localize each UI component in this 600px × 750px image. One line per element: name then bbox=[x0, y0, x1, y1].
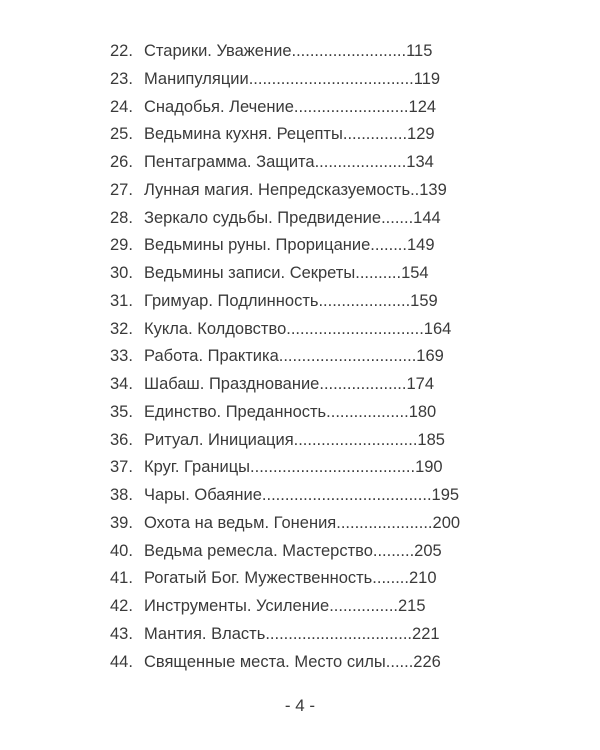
entry-page-number: 215 bbox=[397, 597, 426, 615]
entry-number: 39. bbox=[110, 513, 133, 532]
entry-title: Кукла. Колдовство bbox=[144, 319, 287, 338]
toc-entry bbox=[110, 260, 510, 288]
toc-entry bbox=[110, 121, 510, 149]
entry-title: Священные места. Место силы bbox=[144, 652, 386, 671]
dot-leader: ................... bbox=[319, 375, 407, 393]
toc-entry bbox=[110, 288, 510, 316]
toc-entry bbox=[110, 482, 510, 510]
entry-number: 40. bbox=[110, 541, 133, 560]
dot-leader: ................................ bbox=[265, 624, 413, 643]
entry-number: 22. bbox=[110, 42, 133, 60]
entry-number: 44. bbox=[110, 652, 133, 671]
toc-entry bbox=[110, 538, 510, 566]
entry-page-number: 205 bbox=[414, 541, 442, 560]
dot-leader: ...... bbox=[385, 652, 414, 671]
dot-leader: .................................... bbox=[250, 458, 416, 477]
entry-title: Лунная магия. Непредсказуемость bbox=[144, 180, 411, 199]
entry-title: Шабаш. Празднование bbox=[144, 375, 320, 393]
entry-page-number: 159 bbox=[410, 291, 438, 310]
entry-number: 43. bbox=[110, 624, 133, 643]
entry-number: 37. bbox=[110, 458, 133, 477]
entry-page-number: 221 bbox=[412, 624, 440, 643]
entry-title: Ведьма ремесла. Мастерство bbox=[144, 541, 373, 560]
entry-number: 24. bbox=[110, 97, 133, 116]
entry-title: Ведьмина кухня. Рецепты bbox=[144, 125, 343, 144]
entry-title: Снадобья. Лечение bbox=[144, 97, 294, 116]
entry-page-number: 169 bbox=[416, 347, 444, 366]
toc-entry bbox=[110, 94, 510, 122]
dot-leader: ......................... bbox=[291, 42, 407, 60]
entry-number: 27. bbox=[110, 180, 133, 199]
entry-title: Ритуал. Инициация bbox=[144, 430, 294, 449]
toc-entry bbox=[110, 454, 510, 482]
entry-page-number: 195 bbox=[431, 486, 460, 504]
dot-leader: ......... bbox=[372, 541, 415, 560]
entry-page-number: 139 bbox=[419, 180, 447, 199]
dot-leader: ........................... bbox=[293, 430, 418, 449]
entry-number: 28. bbox=[110, 208, 133, 227]
entry-title: Инструменты. Усиление bbox=[144, 597, 330, 615]
entry-page-number: 119 bbox=[413, 69, 441, 88]
entry-page-number: 200 bbox=[432, 513, 461, 532]
entry-title: Пентаграмма. Защита bbox=[144, 153, 315, 171]
dot-leader: ........ bbox=[370, 236, 407, 255]
toc-entry bbox=[110, 66, 510, 94]
entry-title: Охота на ведьм. Гонения bbox=[144, 513, 337, 532]
entry-title: Работа. Практика bbox=[144, 347, 279, 366]
dot-leader: .................... bbox=[318, 291, 411, 310]
toc-entry bbox=[110, 510, 510, 538]
entry-page-number: 134 bbox=[406, 153, 434, 171]
entry-number: 36. bbox=[110, 430, 133, 449]
page-number: - 4 - bbox=[284, 696, 316, 715]
toc-entry bbox=[110, 232, 510, 260]
entry-page-number: 144 bbox=[413, 208, 441, 227]
toc-entry bbox=[110, 316, 510, 344]
entry-title: Чары. Обаяние bbox=[144, 486, 262, 504]
toc-entry bbox=[110, 399, 510, 427]
table-of-contents bbox=[110, 38, 510, 676]
toc-entry bbox=[110, 621, 510, 649]
entry-number: 25. bbox=[110, 125, 133, 144]
entry-number: 29. bbox=[110, 236, 133, 255]
dot-leader: .................................... bbox=[248, 69, 414, 88]
dot-leader: ........ bbox=[372, 569, 409, 588]
dot-leader: .. bbox=[410, 180, 420, 199]
toc-entry bbox=[110, 343, 510, 371]
entry-title: Зеркало судьбы. Предвидение bbox=[144, 208, 382, 227]
entry-page-number: 154 bbox=[401, 264, 429, 282]
dot-leader: ............... bbox=[329, 597, 398, 615]
toc-entry bbox=[110, 593, 510, 621]
entry-number: 31. bbox=[110, 291, 133, 310]
dot-leader: .................. bbox=[326, 402, 409, 421]
dot-leader: ..................................... bbox=[261, 486, 432, 504]
entry-page-number: 164 bbox=[423, 319, 452, 338]
dot-leader: .............................. bbox=[278, 347, 417, 366]
entry-number: 41. bbox=[110, 569, 133, 588]
entry-number: 32. bbox=[110, 319, 133, 338]
dot-leader: .............. bbox=[342, 125, 408, 144]
dot-leader: .......... bbox=[355, 264, 402, 282]
entry-title: Мантия. Власть bbox=[144, 624, 266, 643]
entry-page-number: 124 bbox=[408, 97, 437, 116]
toc-entry bbox=[110, 371, 510, 399]
entry-page-number: 115 bbox=[406, 42, 433, 60]
entry-title: Ведьмины руны. Прорицание bbox=[144, 236, 371, 255]
entry-number: 23. bbox=[110, 69, 133, 88]
dot-leader: .............................. bbox=[286, 319, 424, 338]
entry-number: 38. bbox=[110, 486, 133, 504]
toc-entry bbox=[110, 205, 510, 233]
entry-number: 42. bbox=[110, 597, 133, 615]
dot-leader: ..................... bbox=[336, 513, 433, 532]
toc-entry bbox=[110, 38, 510, 66]
entry-number: 35. bbox=[110, 402, 133, 421]
entry-page-number: 149 bbox=[406, 236, 435, 255]
entry-number: 33. bbox=[110, 347, 133, 366]
entry-page-number: 180 bbox=[408, 402, 437, 421]
entry-title: Круг. Границы bbox=[144, 458, 251, 477]
entry-page-number: 129 bbox=[407, 125, 435, 144]
entry-title: Рогатый Бог. Мужественность bbox=[144, 569, 373, 588]
toc-entry bbox=[110, 565, 510, 593]
toc-entry bbox=[110, 149, 510, 177]
toc-entry bbox=[110, 177, 510, 205]
entry-page-number: 210 bbox=[408, 569, 437, 588]
entry-title: Манипуляции bbox=[144, 69, 249, 88]
entry-page-number: 174 bbox=[406, 375, 435, 393]
dot-leader: ....... bbox=[381, 208, 414, 227]
entry-title: Гримуар. Подлинность bbox=[144, 291, 319, 310]
toc-entry bbox=[110, 427, 510, 455]
dot-leader: ......................... bbox=[293, 97, 409, 116]
entry-number: 34. bbox=[110, 375, 133, 393]
entry-title: Единство. Преданность bbox=[144, 402, 327, 421]
dot-leader: .................... bbox=[314, 153, 407, 171]
entry-page-number: 190 bbox=[415, 458, 443, 477]
entry-page-number: 185 bbox=[417, 430, 445, 449]
entry-number: 26. bbox=[110, 153, 133, 171]
entry-title: Старики. Уважение bbox=[144, 42, 292, 60]
entry-page-number: 226 bbox=[413, 652, 441, 671]
entry-title: Ведьмины записи. Секреты bbox=[144, 264, 356, 282]
entry-number: 30. bbox=[110, 264, 133, 282]
toc-entry bbox=[110, 649, 510, 677]
